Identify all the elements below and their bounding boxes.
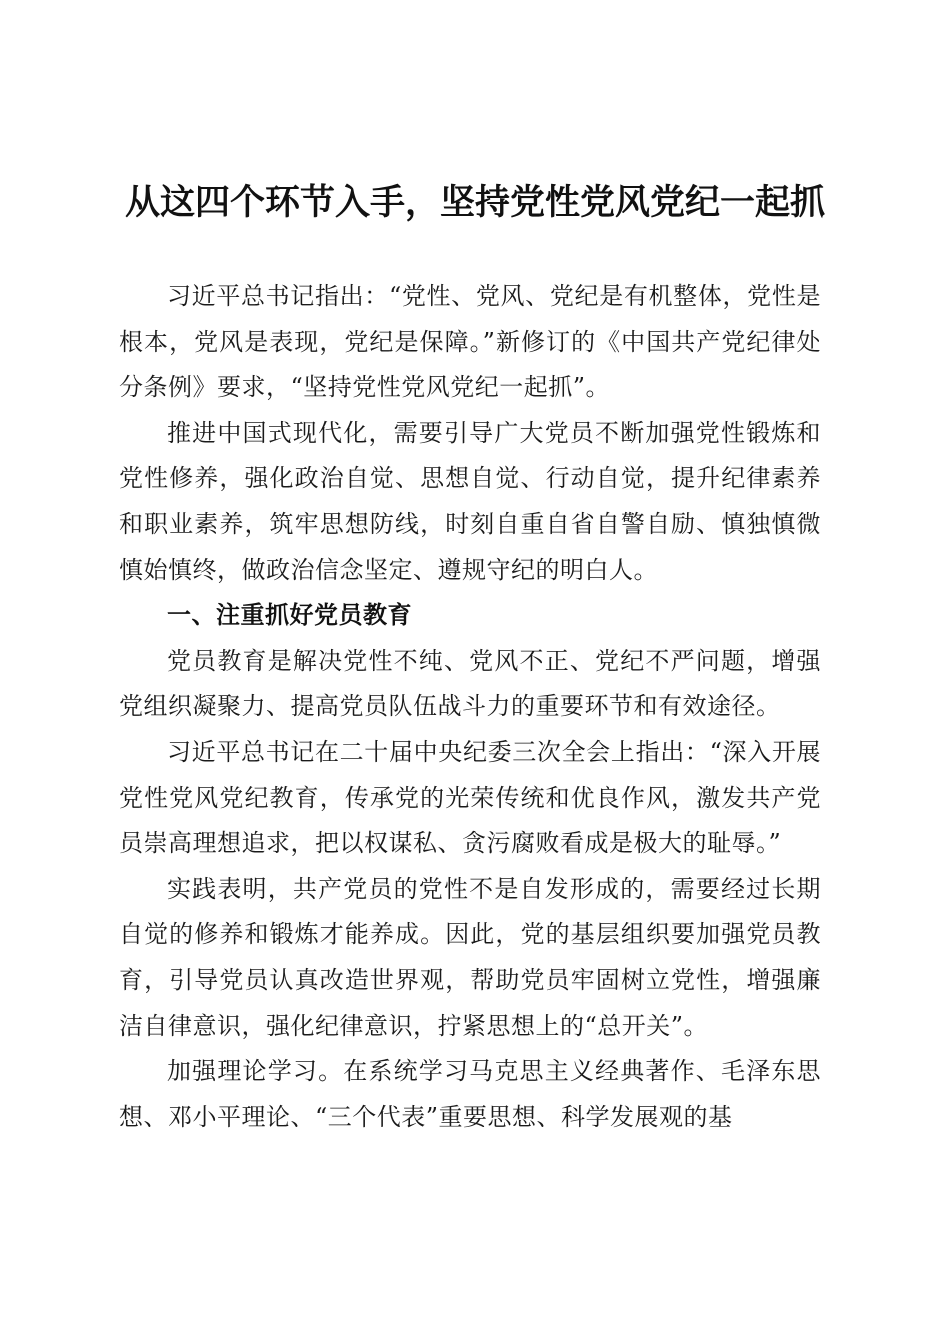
intro-paragraph-1: 习近平总书记指出：“党性、党风、党纪是有机整体，党性是根本，党风是表现，党纪是保障。”新修订的《中国共产党纪律处分条例》要求，“坚持党性党风党纪一起抓”。 bbox=[119, 282, 821, 402]
document-body bbox=[119, 274, 821, 1140]
section-heading-1: 一、注重抓好党员教育 bbox=[167, 601, 412, 630]
section-1-paragraph-2: 习近平总书记在二十届中央纪委三次全会上指出：“深入开展党性党风党纪教育，传承党的光荣传统和优良作风，激发共产党员崇高理想追求，把以权谋私、贪污腐败看成是极大的耻辱。” bbox=[119, 737, 821, 858]
document-title: 从这四个环节入手，坚持党性党风党纪一起抓 bbox=[124, 182, 825, 223]
section-1-paragraph-1: 党员教育是解决党性不纯、党风不正、党纪不严问题，增强党组织凝聚力、提高党员队伍战斗力的重要环节和有效途径。 bbox=[119, 646, 821, 721]
intro-paragraph-2: 推进中国式现代化，需要引导广大党员不断加强党性锻炼和党性修养，强化政治自觉、思想自觉、行动自觉，提升纪律素养和职业素养，筑牢思想防线，时刻自重自省自警自励、慎独慎微慎始慎终，做政治信念坚定、遵规守纪的明白人。 bbox=[119, 418, 821, 584]
section-1-paragraph-3: 实践表明，共产党员的党性不是自发形成的，需要经过长期自觉的修养和锻炼才能养成。因此，党的基层组织要加强党员教育，引导党员认真改造世界观，帮助党员牢固树立党性，增强廉洁自律意识，强化纪律意识，拧紧思想上的“总开关”。 bbox=[119, 874, 821, 1040]
section-1-paragraph-4: 加强理论学习。在系统学习马克思主义经典著作、毛泽东思想、邓小平理论、“三个代表”重要思想、科学发展观的基 bbox=[119, 1057, 821, 1131]
